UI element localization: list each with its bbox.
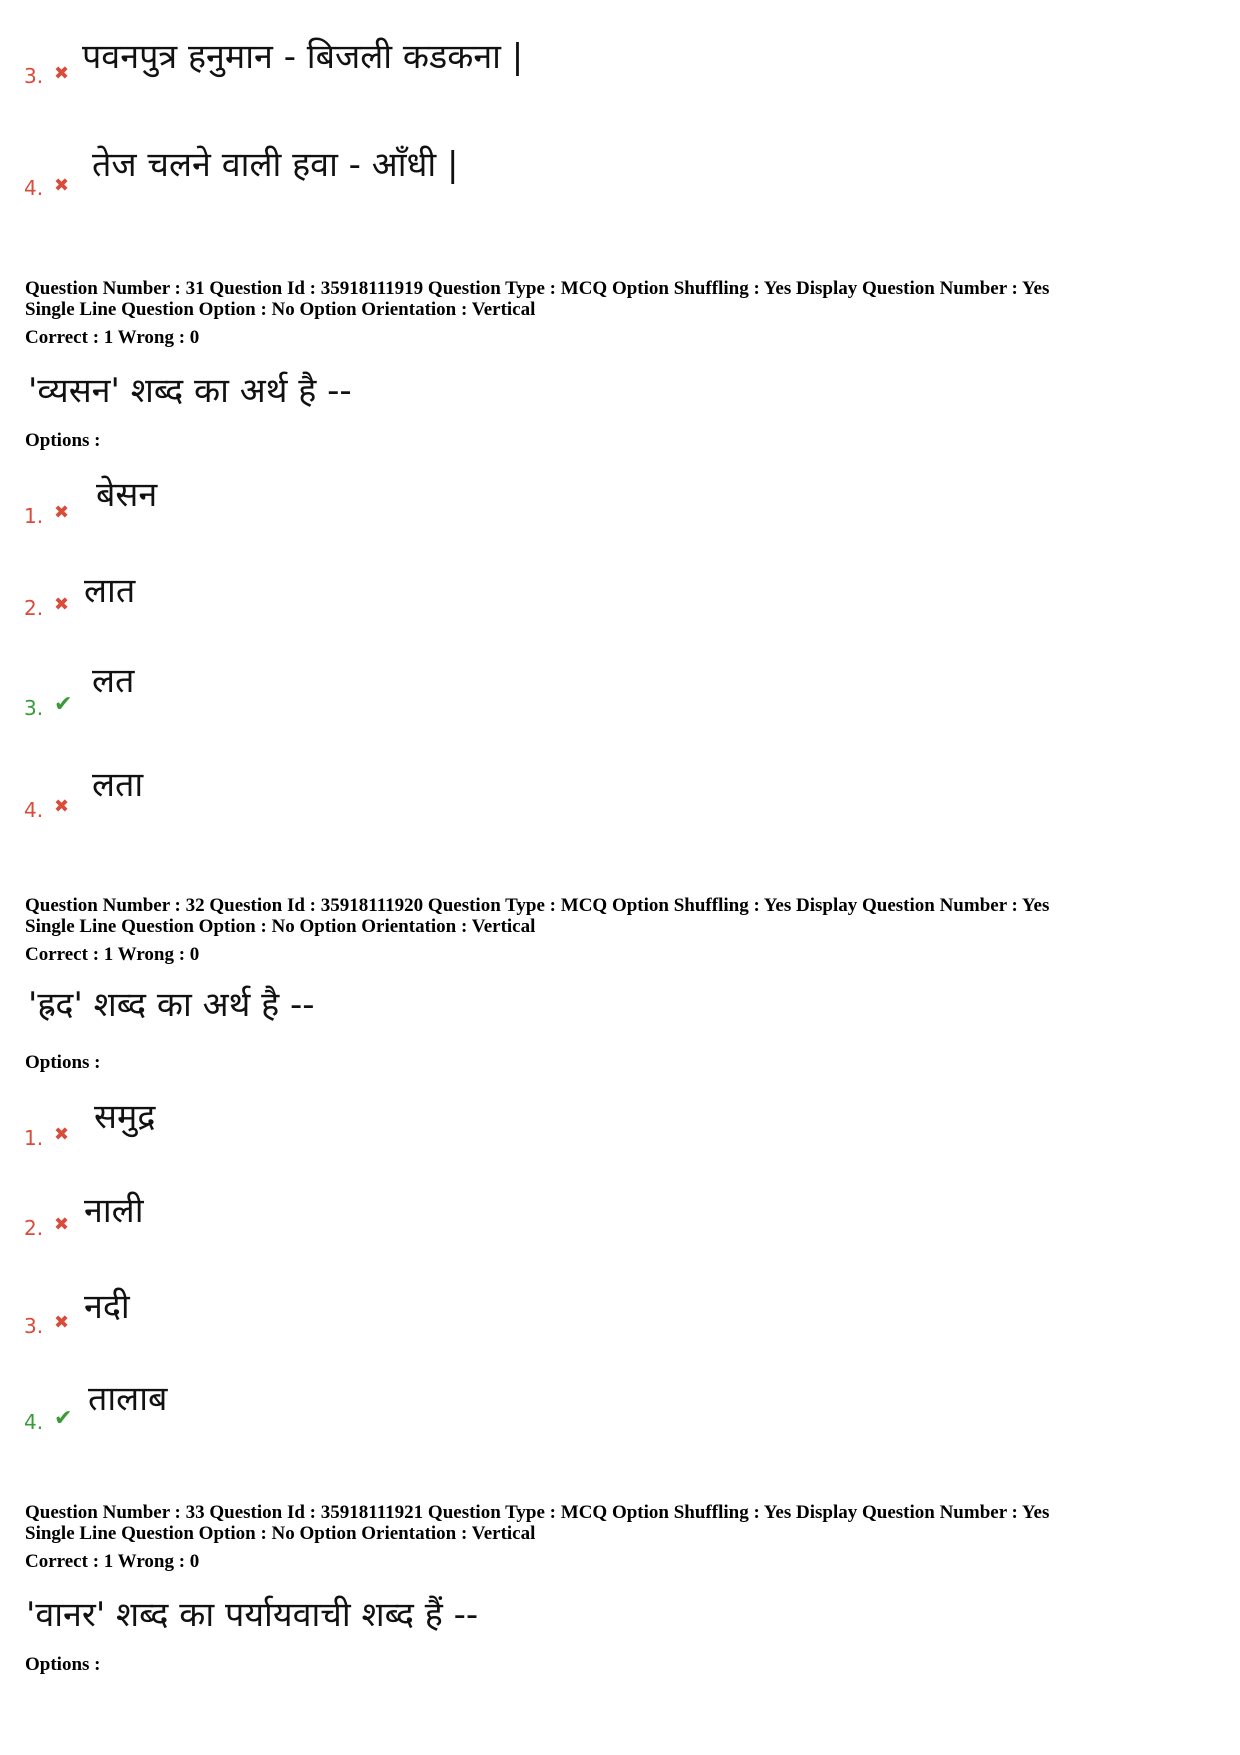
cross-icon: ✖ bbox=[54, 1214, 70, 1235]
check-icon: ✔ bbox=[54, 692, 73, 717]
question-meta-line2: Single Line Question Option : No Option Orientation : Vertical bbox=[25, 916, 536, 937]
option-number: 1. bbox=[24, 504, 44, 528]
cross-icon: ✖ bbox=[54, 502, 70, 523]
cross-icon: ✖ bbox=[54, 1312, 70, 1333]
options-label: Options : bbox=[25, 1654, 101, 1675]
question-marks: Correct : 1 Wrong : 0 bbox=[25, 944, 200, 965]
option-number: 3. bbox=[24, 696, 44, 720]
question-text: 'वानर' शब्द का पर्यायवाची शब्द हैं -- bbox=[26, 1595, 479, 1635]
question-meta-line1: Question Number : 33 Question Id : 35918111921 Question Type : MCQ Option Shuffling : Yes Display Question Number : Yes bbox=[25, 1502, 1050, 1523]
cross-icon: ✖ bbox=[54, 796, 70, 817]
question-meta-line2: Single Line Question Option : No Option Orientation : Vertical bbox=[25, 299, 536, 320]
option-text: लता bbox=[92, 765, 144, 805]
option-text: बेसन bbox=[96, 475, 158, 515]
question-marks: Correct : 1 Wrong : 0 bbox=[25, 327, 200, 348]
option-text: नदी bbox=[84, 1287, 130, 1327]
option-number: 3. bbox=[24, 64, 44, 88]
question-text: 'व्यसन' शब्द का अर्थ है -- bbox=[28, 371, 352, 411]
question-meta-line2: Single Line Question Option : No Option Orientation : Vertical bbox=[25, 1523, 536, 1544]
option-text: लत bbox=[92, 661, 135, 701]
option-number: 3. bbox=[24, 1314, 44, 1338]
question-meta-line1: Question Number : 31 Question Id : 35918111919 Question Type : MCQ Option Shuffling : Yes Display Question Number : Yes bbox=[25, 278, 1050, 299]
option-number: 4. bbox=[24, 1410, 44, 1434]
question-meta-line1: Question Number : 32 Question Id : 35918111920 Question Type : MCQ Option Shuffling : Yes Display Question Number : Yes bbox=[25, 895, 1050, 916]
options-label: Options : bbox=[25, 1052, 101, 1073]
cross-icon: ✖ bbox=[54, 594, 70, 615]
option-number: 1. bbox=[24, 1126, 44, 1150]
cross-icon: ✖ bbox=[54, 175, 70, 196]
option-text: समुद्र bbox=[94, 1097, 156, 1137]
option-number: 4. bbox=[24, 798, 44, 822]
option-text: तेज चलने वाली हवा - आँधी | bbox=[92, 145, 459, 185]
options-label: Options : bbox=[25, 430, 101, 451]
cross-icon: ✖ bbox=[54, 1124, 70, 1145]
option-text: लात bbox=[84, 571, 136, 611]
option-number: 2. bbox=[24, 596, 44, 620]
option-text: नाली bbox=[84, 1191, 144, 1231]
option-number: 2. bbox=[24, 1216, 44, 1240]
option-number: 4. bbox=[24, 176, 44, 200]
check-icon: ✔ bbox=[54, 1406, 73, 1431]
question-marks: Correct : 1 Wrong : 0 bbox=[25, 1551, 200, 1572]
question-text: 'ह्रद' शब्द का अर्थ है -- bbox=[28, 985, 315, 1025]
option-text: तालाब bbox=[88, 1379, 168, 1419]
option-text: पवनपुत्र हनुमान - बिजली कडकना | bbox=[82, 37, 524, 77]
cross-icon: ✖ bbox=[54, 63, 70, 84]
